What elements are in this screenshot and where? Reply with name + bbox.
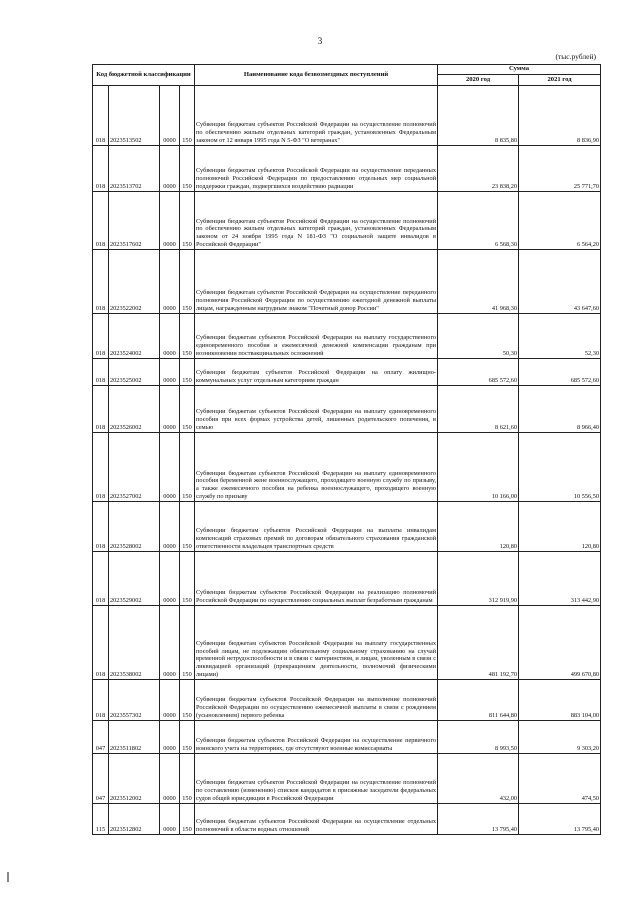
unit-note: (тыс.рублей) (555, 52, 596, 61)
budget-code-cell: 2023512802 (109, 804, 160, 835)
table-row (93, 721, 601, 754)
revenue-name-cell: Субвенции бюджетам субъектов Российской Федерации на выплату государственных пособий лицам, не подлежащим обязательному социальному страхованию на случай временной нетрудоспособности и в связи с материнством, и лицам, уволенным в связи с ликвидацией организаций (прекращением деятельности, полномочий физическими лицами) (195, 606, 438, 680)
revenue-name-cell: Субвенции бюджетам субъектов Российской Федерации на осуществление переданного полномочия Российской Федерации по осуществлению ежегодной денежной выплаты лицам, награжденным нагрудным знаком "Почетный донор России" (195, 250, 438, 314)
table-row (93, 502, 601, 552)
admin-code-cell: 018 (93, 314, 109, 359)
table-row (93, 680, 601, 721)
name-header: Наименование кода безвозмездных поступлений (195, 65, 438, 86)
amount-2021-cell: 13 795,40 (519, 804, 601, 835)
kosgu-code-cell: 150 (180, 146, 195, 192)
amount-2020-cell: 811 644,80 (438, 680, 519, 721)
sum-header: Сумма (438, 65, 601, 75)
amount-2020-cell: 685 572,60 (438, 359, 519, 386)
amount-2020-cell: 50,30 (438, 314, 519, 359)
revenue-name-cell: Субвенции бюджетам субъектов Российской Федерации на осуществление переданных полномочий Российской Федерации по предоставлению отдельных мер социальной поддержки граждан, подвергшихся воздействию радиации (195, 146, 438, 192)
year-2020-header: 2020 год (438, 75, 519, 86)
revenue-name-cell: Субвенции бюджетам субъектов Российской Федерации на оплату жилищно-коммунальных услуг отдельным категориям граждан (195, 359, 438, 386)
amount-2020-cell: 6 568,30 (438, 192, 519, 250)
kosgu-code-cell: 150 (180, 721, 195, 754)
table-row (93, 250, 601, 314)
admin-code-cell: 018 (93, 192, 109, 250)
kosgu-code-cell: 150 (180, 359, 195, 386)
revenue-name-cell: Субвенции бюджетам субъектов Российской Федерации на выплату единовременного пособия при всех формах устройства детей, лишенных родительского попечения, в семью (195, 386, 438, 433)
program-code-cell: 0000 (160, 86, 180, 146)
budget-code-cell: 2023529002 (109, 552, 160, 606)
code-header: Код бюджетной классификации (93, 65, 195, 86)
program-code-cell: 0000 (160, 192, 180, 250)
table-row (93, 754, 601, 804)
amount-2020-cell: 8 993,50 (438, 721, 519, 754)
kosgu-code-cell: 150 (180, 250, 195, 314)
amount-2021-cell: 474,50 (519, 754, 601, 804)
amount-2020-cell: 23 838,20 (438, 146, 519, 192)
amount-2020-cell: 41 968,30 (438, 250, 519, 314)
budget-code-cell: 2023513502 (109, 86, 160, 146)
admin-code-cell: 018 (93, 250, 109, 314)
table-row (93, 552, 601, 606)
admin-code-cell: 115 (93, 804, 109, 835)
revenue-name-cell: Субвенции бюджетам субъектов Российской Федерации на осуществление полномочий по обеспечению жильем отдельных категорий граждан, установленных Федеральным законом от 12 января 1995 года N 5-ФЗ "О ветеранах" (195, 86, 438, 146)
revenue-name-cell: Субвенции бюджетам субъектов Российской Федерации на осуществление полномочий по составлению (изменению) списков кандидатов в присяжные заседатели федеральных судов общей юрисдикции в Российской Федерации (195, 754, 438, 804)
amount-2020-cell: 10 166,00 (438, 433, 519, 502)
amount-2021-cell: 6 564,20 (519, 192, 601, 250)
budget-code-cell: 2023517602 (109, 192, 160, 250)
budget-code-cell: 2023522002 (109, 250, 160, 314)
table-row (93, 804, 601, 835)
amount-2021-cell: 25 771,70 (519, 146, 601, 192)
budget-table (92, 64, 601, 835)
amount-2021-cell: 120,80 (519, 502, 601, 552)
amount-2021-cell: 883 104,00 (519, 680, 601, 721)
program-code-cell: 0000 (160, 433, 180, 502)
admin-code-cell: 018 (93, 502, 109, 552)
kosgu-code-cell: 150 (180, 804, 195, 835)
kosgu-code-cell: 150 (180, 86, 195, 146)
budget-code-cell: 2023513702 (109, 146, 160, 192)
amount-2021-cell: 685 572,60 (519, 359, 601, 386)
kosgu-code-cell: 150 (180, 680, 195, 721)
admin-code-cell: 018 (93, 86, 109, 146)
program-code-cell: 0000 (160, 250, 180, 314)
admin-code-cell: 018 (93, 552, 109, 606)
admin-code-cell: 018 (93, 386, 109, 433)
amount-2020-cell: 120,80 (438, 502, 519, 552)
program-code-cell: 0000 (160, 146, 180, 192)
table-row (93, 86, 601, 146)
program-code-cell: 0000 (160, 359, 180, 386)
amount-2021-cell: 499 670,80 (519, 606, 601, 680)
admin-code-cell: 018 (93, 606, 109, 680)
program-code-cell: 0000 (160, 804, 180, 835)
program-code-cell: 0000 (160, 721, 180, 754)
budget-code-cell: 2023512002 (109, 754, 160, 804)
table-row (93, 146, 601, 192)
kosgu-code-cell: 150 (180, 386, 195, 433)
admin-code-cell: 047 (93, 721, 109, 754)
kosgu-code-cell: 150 (180, 552, 195, 606)
revenue-name-cell: Субвенции бюджетам субъектов Российской Федерации на осуществление полномочий по обеспечению жильем отдельных категорий граждан, установленных Федеральным законом от 24 ноября 1995 года N 181-ФЗ "О социальной защите инвалидов в Российской Федерации" (195, 192, 438, 250)
admin-code-cell: 018 (93, 146, 109, 192)
program-code-cell: 0000 (160, 754, 180, 804)
budget-code-cell: 2023527002 (109, 433, 160, 502)
table-row (93, 386, 601, 433)
budget-code-cell: 2023525002 (109, 359, 160, 386)
revenue-name-cell: Субвенции бюджетам субъектов Российской Федерации на осуществление первичного воинского учета на территориях, где отсутствуют военные комиссариаты (195, 721, 438, 754)
kosgu-code-cell: 150 (180, 192, 195, 250)
year-2021-header: 2021 год (519, 75, 601, 86)
table-row (93, 433, 601, 502)
program-code-cell: 0000 (160, 552, 180, 606)
revenue-name-cell: Субвенции бюджетам субъектов Российской Федерации на выплату единовременного пособия беременной жене военнослужащего, проходящего военную службу по призыву, а также ежемесячного пособия на ребенка военнослужащего, проходящего военную службу по призыву (195, 433, 438, 502)
amount-2021-cell: 8 966,40 (519, 386, 601, 433)
amount-2020-cell: 481 192,70 (438, 606, 519, 680)
table-row (93, 606, 601, 680)
amount-2020-cell: 312 919,90 (438, 552, 519, 606)
amount-2021-cell: 43 647,60 (519, 250, 601, 314)
amount-2021-cell: 8 836,90 (519, 86, 601, 146)
budget-code-cell: 2023526002 (109, 386, 160, 433)
revenue-name-cell: Субвенции бюджетам субъектов Российской Федерации на выплату государственного единовременного пособия и ежемесячной денежной компенсации гражданам при возникновении поствакцинальных осложнений (195, 314, 438, 359)
revenue-name-cell: Субвенции бюджетам субъектов Российской Федерации на выполнение полномочий Российской Федерации по осуществлению ежемесячной выплаты в связи с рождением (усыновлением) первого ребенка (195, 680, 438, 721)
amount-2020-cell: 13 795,40 (438, 804, 519, 835)
program-code-cell: 0000 (160, 314, 180, 359)
amount-2020-cell: 432,00 (438, 754, 519, 804)
table-row (93, 192, 601, 250)
budget-code-cell: 2023557302 (109, 680, 160, 721)
amount-2020-cell: 8 835,80 (438, 86, 519, 146)
budget-code-cell: 2023524002 (109, 314, 160, 359)
revenue-name-cell: Субвенции бюджетам субъектов Российской Федерации на выплаты инвалидам компенсаций страховых премий по договорам обязательного страхования гражданской ответственности владельцев транспортных средств (195, 502, 438, 552)
admin-code-cell: 018 (93, 359, 109, 386)
admin-code-cell: 047 (93, 754, 109, 804)
budget-code-cell: 2023538002 (109, 606, 160, 680)
revenue-name-cell: Субвенции бюджетам субъектов Российской Федерации на реализацию полномочий Российской Федерации по осуществлению социальных выплат безработным гражданам (195, 552, 438, 606)
table-row (93, 314, 601, 359)
amount-2021-cell: 52,30 (519, 314, 601, 359)
kosgu-code-cell: 150 (180, 433, 195, 502)
budget-code-cell: 2023528002 (109, 502, 160, 552)
kosgu-code-cell: 150 (180, 606, 195, 680)
budget-code-cell: 2023511802 (109, 721, 160, 754)
page-number: 3 (317, 36, 323, 46)
scan-mark (7, 872, 9, 882)
admin-code-cell: 018 (93, 680, 109, 721)
program-code-cell: 0000 (160, 680, 180, 721)
table-row (93, 359, 601, 386)
kosgu-code-cell: 150 (180, 754, 195, 804)
amount-2021-cell: 9 303,20 (519, 721, 601, 754)
revenue-name-cell: Субвенции бюджетам субъектов Российской Федерации на осуществление отдельных полномочий в области водных отношений (195, 804, 438, 835)
program-code-cell: 0000 (160, 386, 180, 433)
amount-2021-cell: 10 556,50 (519, 433, 601, 502)
table-body (93, 86, 601, 835)
admin-code-cell: 018 (93, 433, 109, 502)
program-code-cell: 0000 (160, 606, 180, 680)
kosgu-code-cell: 150 (180, 502, 195, 552)
program-code-cell: 0000 (160, 502, 180, 552)
amount-2020-cell: 8 621,60 (438, 386, 519, 433)
amount-2021-cell: 313 442,90 (519, 552, 601, 606)
kosgu-code-cell: 150 (180, 314, 195, 359)
